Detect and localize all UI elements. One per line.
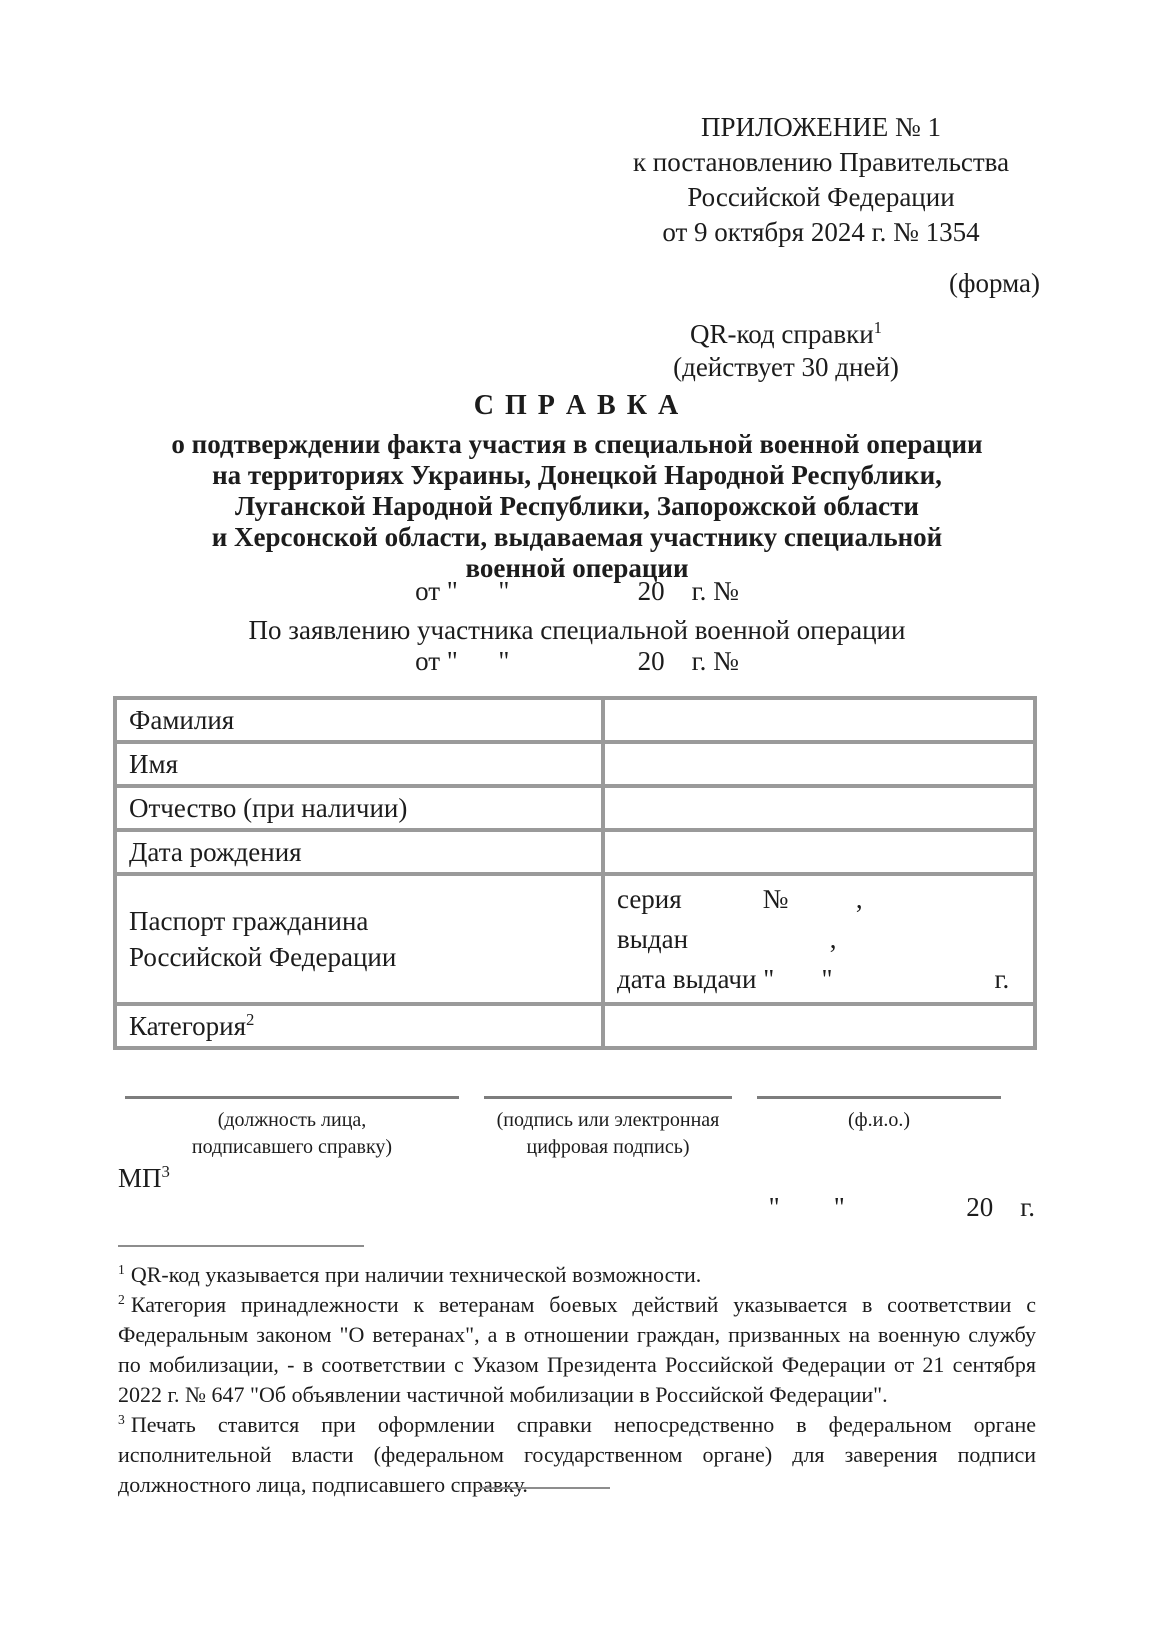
signature-section xyxy=(125,1096,1001,1161)
passport-series-number-line: серия № , xyxy=(617,884,863,914)
appendix-number: ПРИЛОЖЕНИЕ № 1 xyxy=(700,112,942,142)
row-label: Дата рождения xyxy=(115,830,603,874)
footnote-marker: 2 xyxy=(118,1291,125,1307)
row-value-blank xyxy=(603,742,1035,786)
footnote-ref-2: 2 xyxy=(246,1009,255,1029)
signature-caption xyxy=(125,1099,459,1161)
category-label: Категория xyxy=(129,1010,246,1041)
footnotes xyxy=(118,1260,1036,1500)
applicant-info-table xyxy=(113,696,1037,1050)
signature-field-signature xyxy=(484,1096,732,1161)
passport-issue-date-line: дата выдачи " " г. xyxy=(617,964,1010,994)
subtitle-line: и Херсонской области, выдаваемая участнику специальной xyxy=(211,522,943,552)
table-row-patronymic xyxy=(115,786,1035,830)
stamp-placeholder xyxy=(118,1163,170,1194)
row-label xyxy=(115,1004,603,1048)
passport-label-line: Российской Федерации xyxy=(129,942,397,972)
footnote-ref-1: 1 xyxy=(873,318,883,337)
footnote-text: QR-код указывается при наличии технической возможности. xyxy=(130,1262,702,1287)
signature-caption xyxy=(757,1099,1001,1134)
table-row-name xyxy=(115,742,1035,786)
qr-label-line xyxy=(600,318,972,351)
footnote-2 xyxy=(118,1290,1036,1410)
passport-label-line: Паспорт гражданина xyxy=(129,906,369,936)
footnote-1 xyxy=(118,1260,1036,1290)
row-label: Фамилия xyxy=(115,698,603,742)
document-subtitle xyxy=(118,429,1036,584)
row-value-blank xyxy=(603,1004,1035,1048)
signature-field-fullname xyxy=(757,1096,1001,1161)
table-row-surname xyxy=(115,698,1035,742)
footnote-text: Печать ставится при оформлении справки непосредственно в федеральном органе исполнительной власти (федеральном государственном органе) для заверения подписи должностного лица, подписавшего справку. xyxy=(118,1412,1036,1497)
row-label: Имя xyxy=(115,742,603,786)
passport-issued-by-line: выдан , xyxy=(617,924,837,954)
row-value-blank xyxy=(603,786,1035,830)
table-row-passport xyxy=(115,874,1035,1004)
application-statement: По заявлению участника специальной военной операции xyxy=(248,615,906,645)
subtitle-line: о подтверждении факта участия в специальной военной операции xyxy=(171,429,983,459)
signing-date-blank: " " 20 г. xyxy=(768,1192,1035,1222)
row-value-blank xyxy=(603,830,1035,874)
caption-line: (должность лица, xyxy=(217,1109,367,1131)
qr-validity: (действует 30 дней) xyxy=(673,352,899,382)
table-row-birthdate xyxy=(115,830,1035,874)
table-row-category xyxy=(115,1004,1035,1048)
row-value-blank xyxy=(603,698,1035,742)
stamp-label: МП xyxy=(118,1163,162,1193)
footnote-ref-3: 3 xyxy=(161,1162,170,1181)
caption-line: (ф.и.о.) xyxy=(848,1109,910,1131)
footnote-text: Категория принадлежности к ветеранам боевых действий указывается в соответствии с Федеральным законом "О ветеранах", а в отношении граждан, призванных на военную службу по мобилизации, - в соответствии с Указом Президента Российской Федерации от 21 сентября 2022 г. № 647 "Об объявлении частичной мобилизации в Российской Федерации". xyxy=(118,1292,1036,1407)
caption-line: (подпись или электронная xyxy=(496,1109,720,1131)
caption-line: подписавшего справку) xyxy=(191,1136,393,1158)
subtitle-line: военной операции xyxy=(465,553,689,583)
passport-details-blank xyxy=(603,874,1035,1004)
signature-field-position xyxy=(125,1096,459,1161)
certificate-date-blank: от " " 20 г. № xyxy=(415,576,739,606)
subtitle-line: Луганской Народной Республики, Запорожской области xyxy=(235,491,919,521)
footnote-marker: 3 xyxy=(118,1411,125,1427)
footnote-marker: 1 xyxy=(118,1261,125,1277)
appendix-date-number-line: от 9 октября 2024 г. № 1354 xyxy=(662,217,980,247)
row-label: Отчество (при наличии) xyxy=(115,786,603,830)
application-date-blank: от " " 20 г. № xyxy=(415,646,739,676)
footnote-divider xyxy=(118,1245,364,1247)
subtitle-line: на территориях Украины, Донецкой Народной Республики, xyxy=(212,460,942,490)
row-label xyxy=(115,874,603,1004)
page-bottom-rule xyxy=(478,1487,610,1489)
appendix-header xyxy=(615,110,1027,250)
form-note: (форма) xyxy=(949,268,1040,298)
caption-line: цифровая подпись) xyxy=(526,1136,690,1158)
appendix-federation-line: Российской Федерации xyxy=(687,182,955,212)
qr-label: QR-код справки xyxy=(689,319,874,349)
document-title: С П Р А В К А xyxy=(473,390,681,421)
signature-caption xyxy=(484,1099,732,1161)
appendix-decree-line: к постановлению Правительства xyxy=(632,147,1010,177)
qr-code-note xyxy=(600,318,972,384)
